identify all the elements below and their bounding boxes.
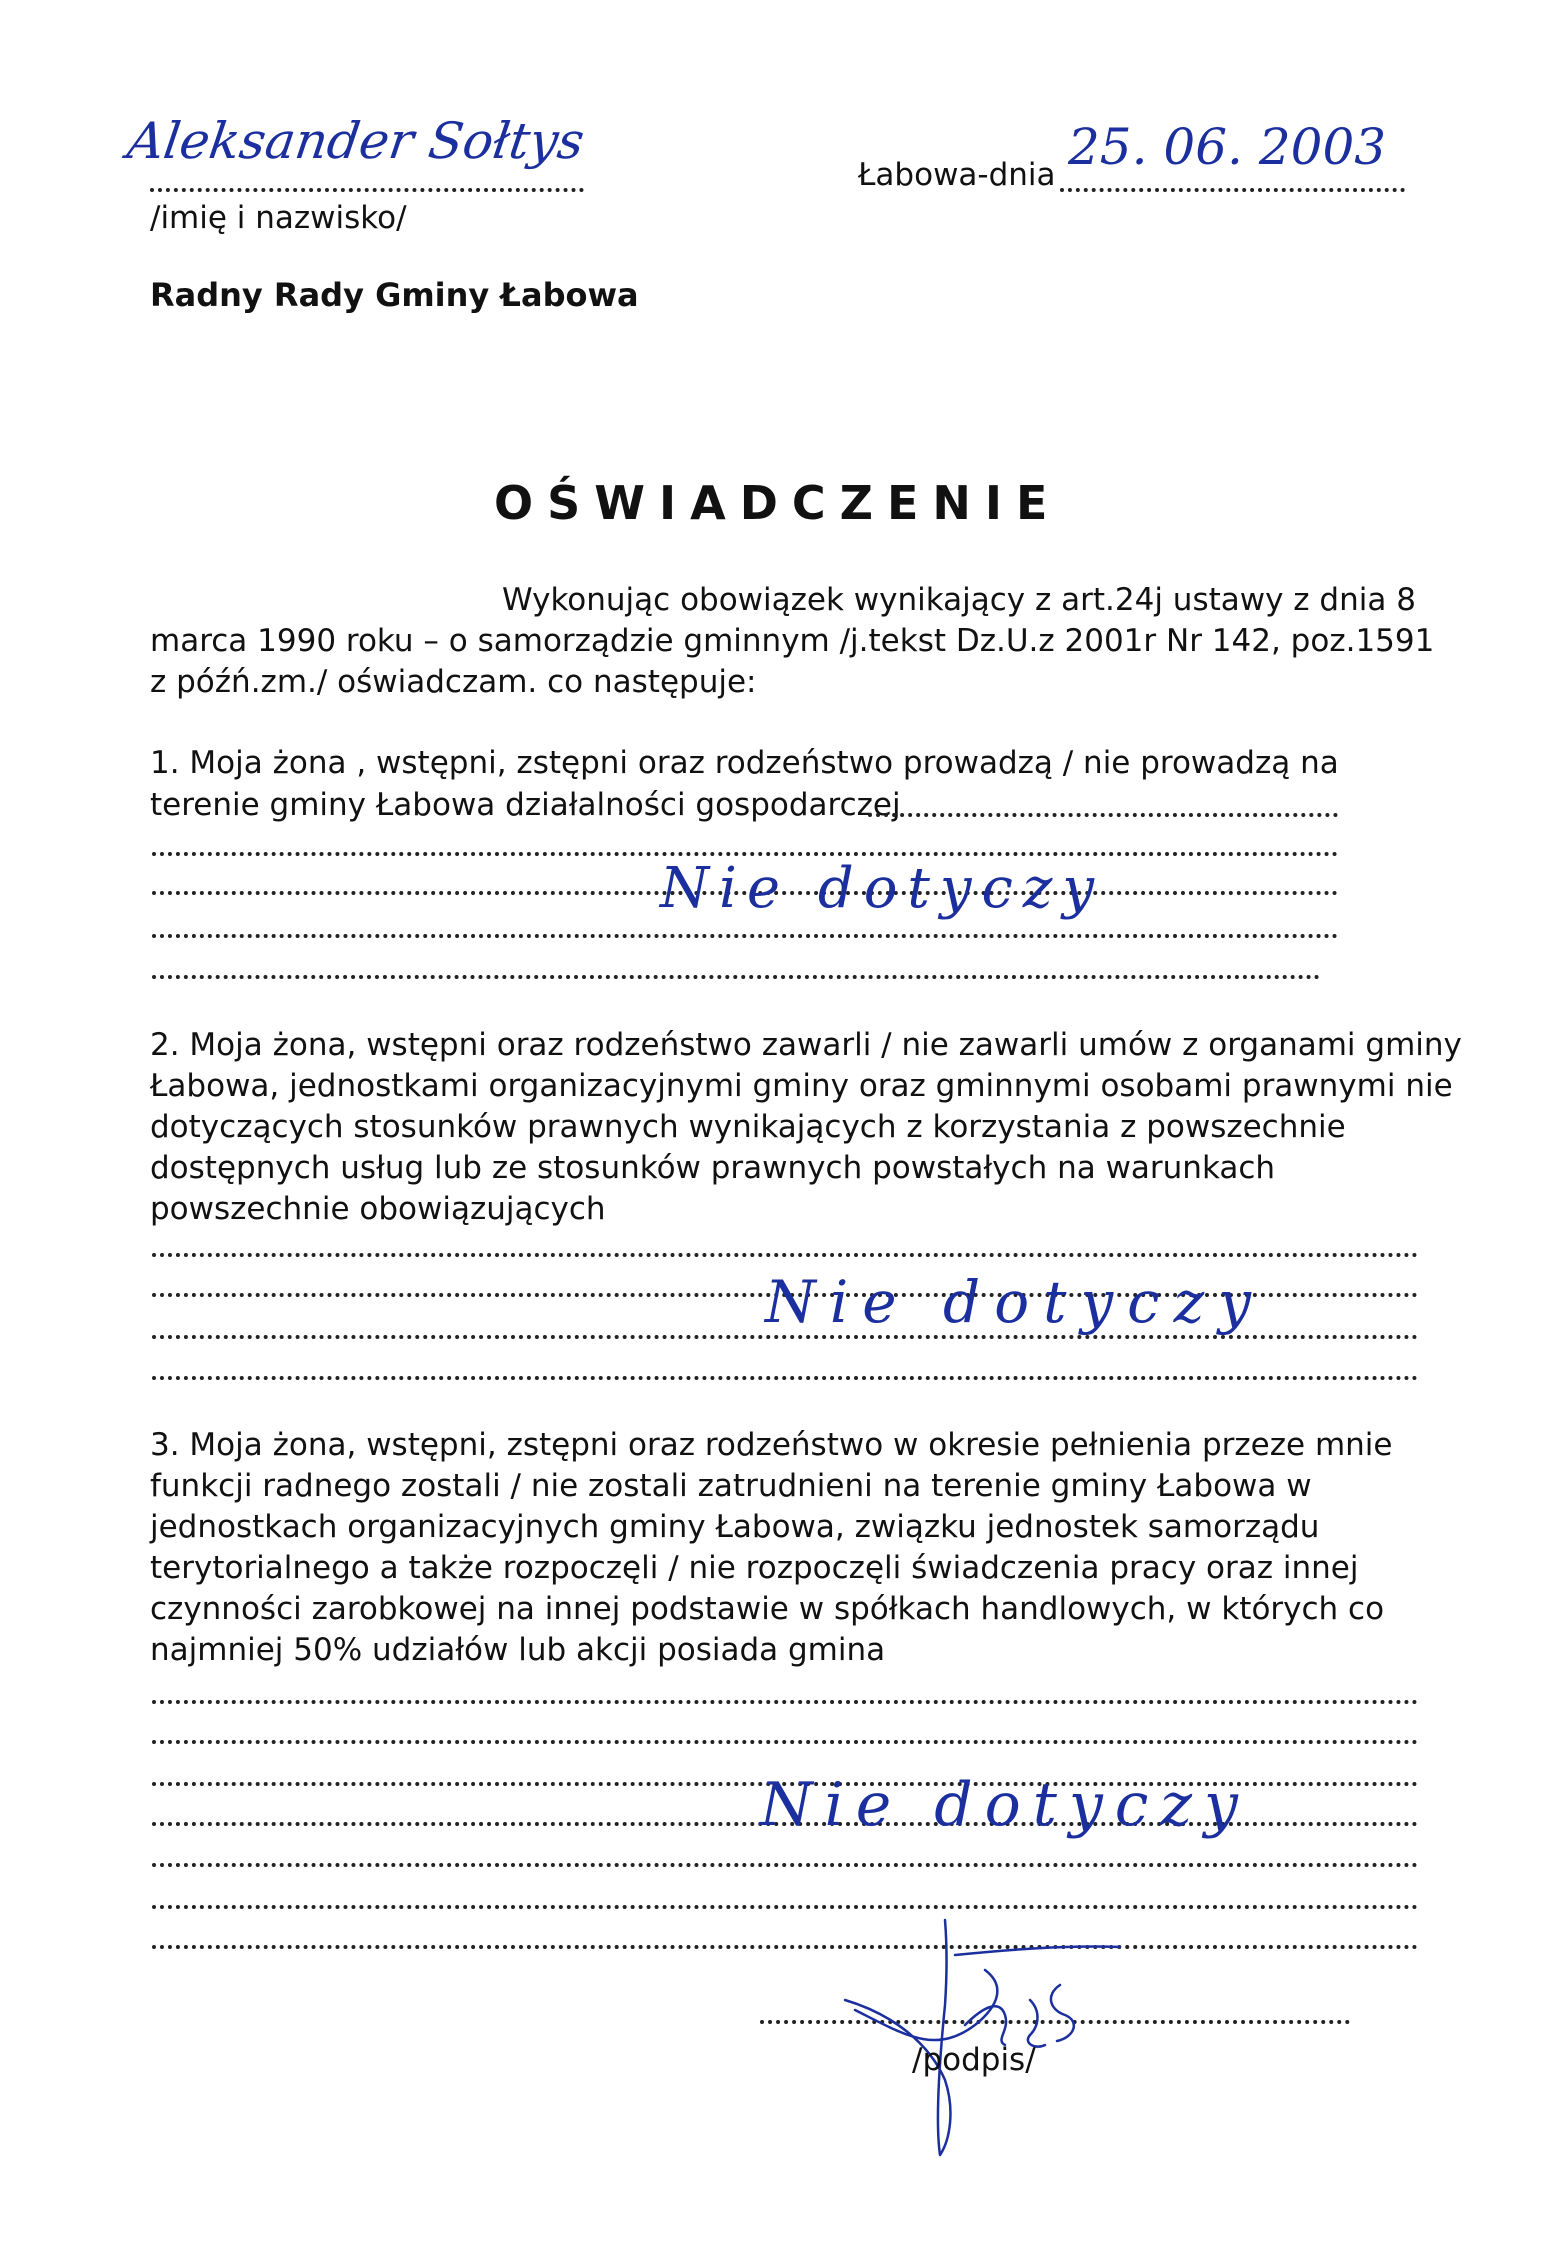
section3-line-3: jednostkach organizacyjnych gminy Łabowa, związku jednostek samorządu (150, 1509, 1320, 1545)
section3-dots-1 (152, 1700, 1418, 1704)
section3-line-2: funkcji radnego zostali / nie zostali zatrudnieni na terenie gminy Łabowa w (150, 1468, 1312, 1504)
signature-scribble (835, 1905, 1135, 2165)
section1-dots-3 (152, 934, 1338, 938)
name-caption: /imię i nazwisko/ (150, 200, 407, 236)
section2-line-4: dostępnych usług lub ze stosunków prawnych powstałych na warunkach (150, 1150, 1276, 1186)
intro-line-3: z późń.zm./ oświadczam. co następuje: (150, 664, 757, 700)
section3-handwritten-answer: Nie dotyczy (760, 1770, 1250, 1840)
section1-handwritten-answer: Nie dotyczy (660, 856, 1105, 921)
section2-handwritten-answer: Nie dotyczy (765, 1268, 1265, 1336)
section1-dots-0 (868, 813, 1338, 817)
section3-dots-5 (152, 1863, 1418, 1867)
date-dotted-line (1060, 188, 1405, 192)
section3-line-1: 3. Moja żona, wstępni, zstępni oraz rodzeństwo w okresie pełnienia przeze mnie (150, 1427, 1393, 1463)
section2-dots-4 (152, 1376, 1418, 1380)
section2-dots-1 (152, 1253, 1418, 1257)
signature-caption: /podpis/ (912, 2042, 1036, 2078)
intro-line-2: marca 1990 roku – o samorządzie gminnym /j.tekst Dz.U.z 2001r Nr 142, poz.1591 (150, 623, 1435, 659)
handwritten-name: Aleksander Sołtys (123, 112, 588, 170)
handwritten-date: 25. 06. 2003 (1068, 118, 1387, 176)
section2-line-3: dotyczących stosunków prawnych wynikających z korzystania z powszechnie (150, 1109, 1346, 1145)
section3-dots-7 (152, 1945, 1418, 1949)
section1-dots-4 (152, 975, 1320, 979)
section2-line-1: 2. Moja żona, wstępni oraz rodzeństwo zawarli / nie zawarli umów z organami gminy (150, 1027, 1462, 1063)
position-title: Radny Rady Gminy Łabowa (150, 276, 639, 314)
section1-line-1: 1. Moja żona , wstępni, zstępni oraz rodzeństwo prowadzą / nie prowadzą na (150, 745, 1339, 781)
section3-dots-6 (152, 1905, 1418, 1909)
name-dotted-line (150, 188, 584, 192)
document-title: OŚWIADCZENIE (494, 476, 1062, 530)
place-label: Łabowa-dnia (858, 157, 1056, 193)
section3-line-4: terytorialnego a także rozpoczęli / nie rozpoczęli świadczenia pracy oraz innej (150, 1550, 1359, 1586)
section3-line-5: czynności zarobkowej na innej podstawie w spółkach handlowych, w których co (150, 1591, 1385, 1627)
intro-line-1: Wykonując obowiązek wynikający z art.24j ustawy z dnia 8 (502, 582, 1416, 618)
section3-line-6: najmniej 50% udziałów lub akcji posiada gmina (150, 1632, 886, 1668)
section1-line-2: terenie gminy Łabowa działalności gospodarczej (150, 787, 901, 823)
section2-line-2: Łabowa, jednostkami organizacyjnymi gminy oraz gminnymi osobami prawnymi nie (150, 1068, 1453, 1104)
section2-line-5: powszechnie obowiązujących (150, 1191, 606, 1227)
section3-dots-2 (152, 1740, 1418, 1744)
